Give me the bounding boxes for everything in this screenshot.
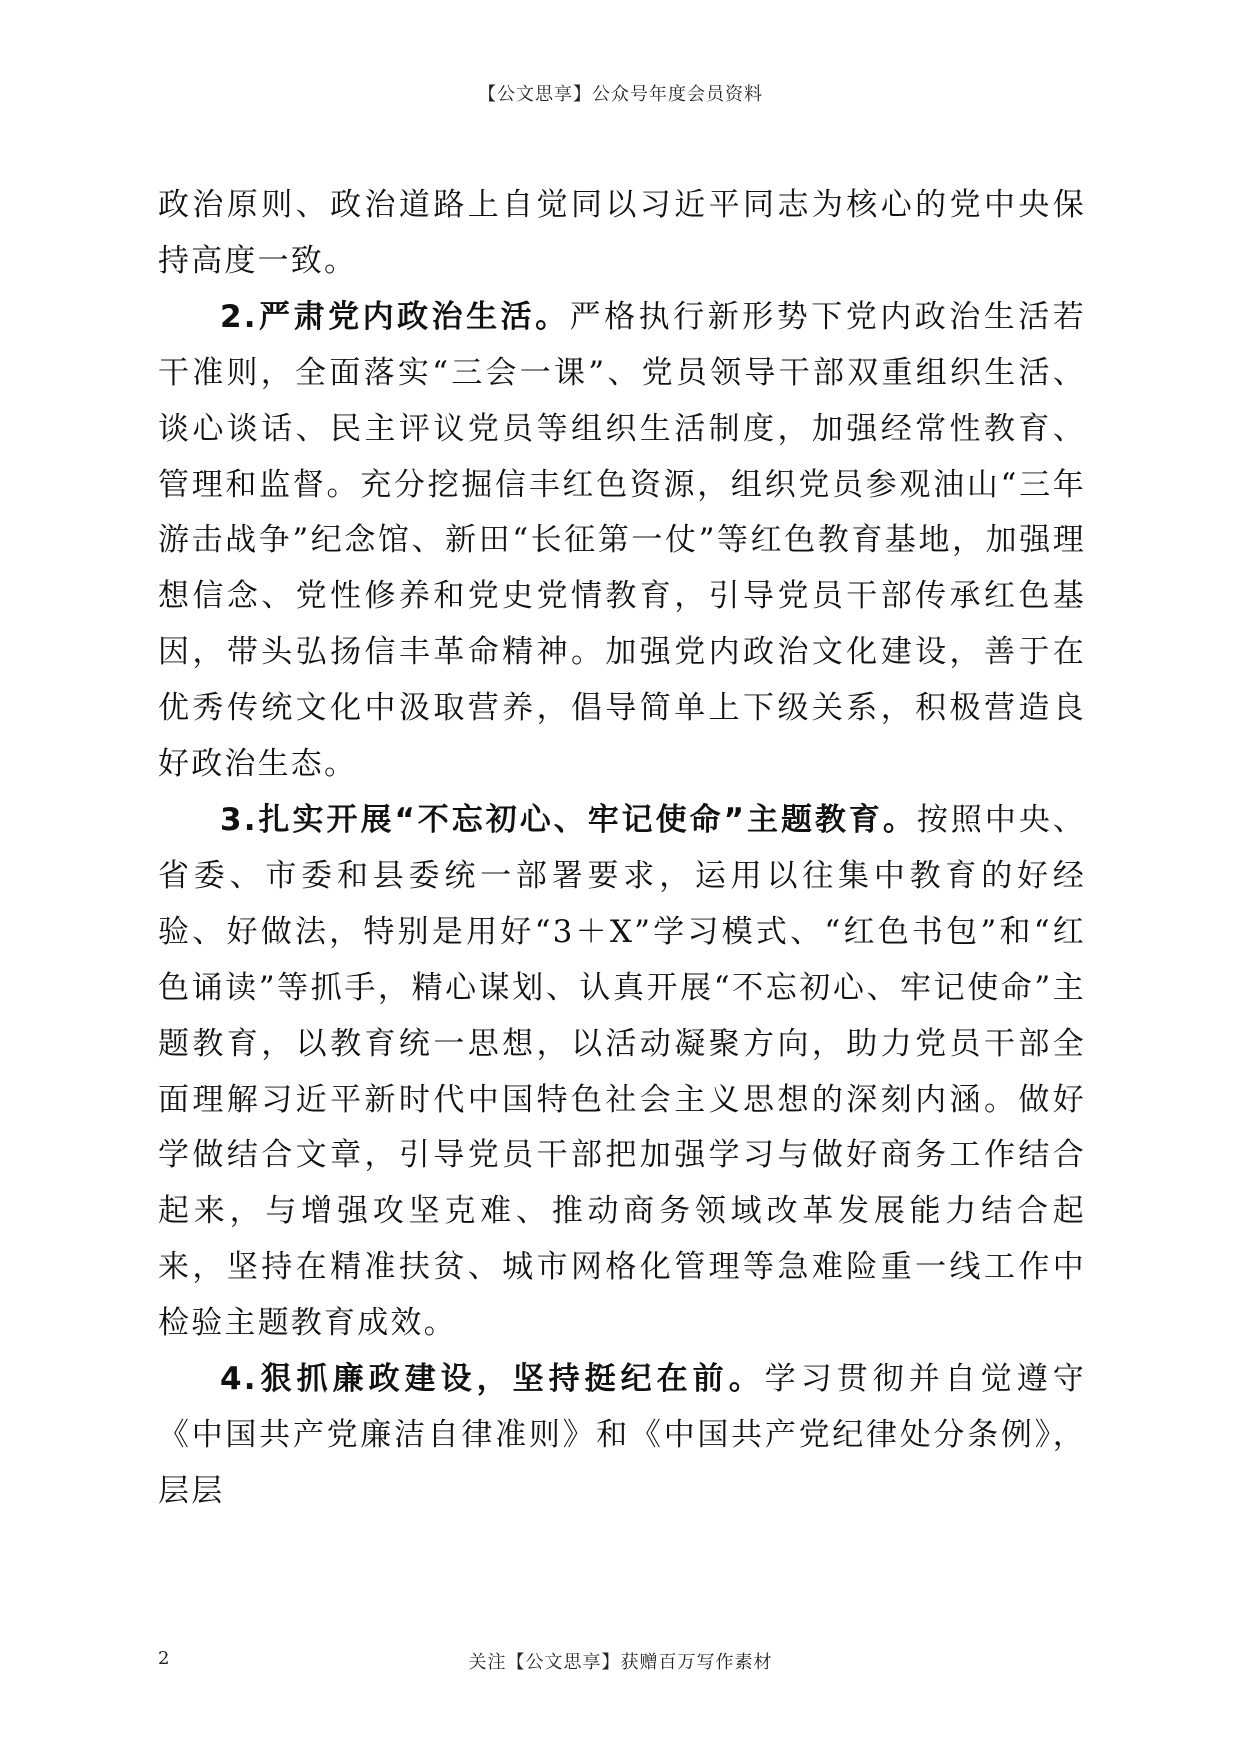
page-header: 【公文思享】公众号年度会员资料 [478, 84, 763, 105]
paragraph-body: 严格执行新形势下党内政治生活若干准则，全面落实“三会一课”、党员领导干部双重组织生活、谈心谈话、民主评议党员等组织生活制度，加强经常性教育、管理和监督。充分挖掘信丰红色资源，组织党员参观油山“三年游击战争”纪念馆、新田“长征第一仗”等红色教育基地，加强理想信念、党性修养和党史党情教育，引导党员干部传承红色基因，带头弘扬信丰革命精神。加强党内政治文化建设，善于在优秀传统文化中汲取营养，倡导简单上下级关系，积极营造良好政治生态。 [158, 298, 1087, 783]
page-footer: 关注【公文思享】获赠百万写作素材 [468, 1652, 773, 1673]
paragraph-3 [158, 793, 1086, 1352]
paragraph-heading: 2.严肃党内政治生活。 [220, 298, 570, 335]
paragraph-continuation [158, 178, 1086, 290]
paragraph-heading: 4.狠抓廉政建设，坚持挺纪在前。 [220, 1361, 765, 1398]
document-body [158, 178, 1086, 1520]
paragraph-body: 学习贯彻并自觉遵守《中国共产党廉洁自律准则》和《中国共产党纪律处分条例》，层层 [158, 1361, 1086, 1509]
paragraph-body: 按照中央、省委、市委和县委统一部署要求，运用以往集中教育的好经验、好做法，特别是用好“3＋X”学习模式、“红色书包”和“红色诵读”等抓手，精心谋划、认真开展“不忘初心、牢记使命”主题教育，以教育统一思想，以活动凝聚方向，助力党员干部全面理解习近平新时代中国特色社会主义思想的深刻内涵。做好学做结合文章，引导党员干部把加强学习与做好商务工作结合起来，与增强攻坚克难、推动商务领域改革发展能力结合起来，坚持在精准扶贫、城市网格化管理等急难险重一线工作中检验主题教育成效。 [158, 801, 1086, 1342]
paragraph-body: 政治原则、政治道路上自觉同以习近平同志为核心的党中央保持高度一致。 [158, 187, 1086, 279]
paragraph-2 [158, 290, 1086, 793]
page-number: 2 [158, 1648, 170, 1669]
paragraph-4 [158, 1352, 1086, 1520]
paragraph-heading: 3.扎实开展“不忘初心、牢记使命”主题教育。 [220, 801, 917, 838]
